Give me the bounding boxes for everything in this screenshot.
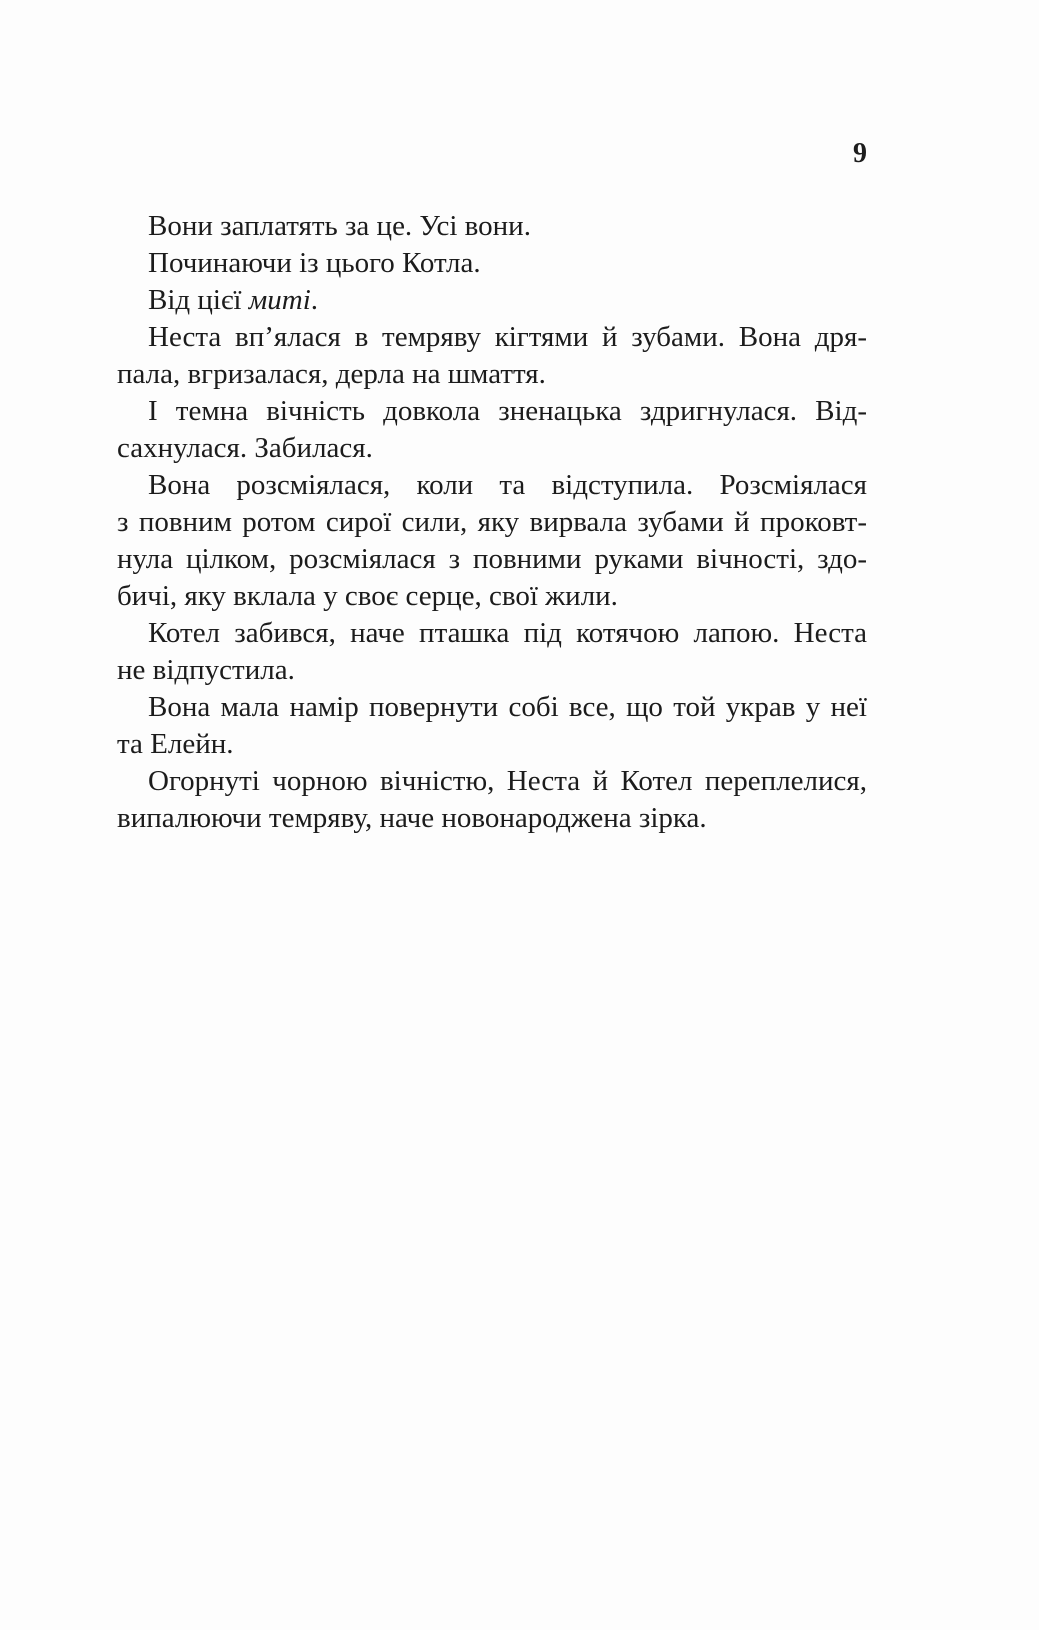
text-line bbox=[117, 504, 867, 541]
text-segment: Вона розсміялася, коли та відступила. Розсміялася bbox=[148, 469, 867, 501]
text-segment: нула цілком, розсміялася з повними руками вічності, здо- bbox=[117, 543, 867, 575]
italic-text: миті bbox=[248, 284, 311, 316]
text-segment: І темна вічність довкола зненацька здригнулася. Від- bbox=[148, 395, 867, 427]
paragraph bbox=[117, 393, 867, 467]
text-segment: пала, вгризалася, дерла на шмаття. bbox=[117, 358, 546, 390]
text-line bbox=[117, 245, 867, 282]
paragraph bbox=[117, 245, 867, 282]
text-segment: бичі, яку вклала у своє серце, свої жили. bbox=[117, 580, 618, 612]
text-line bbox=[117, 393, 867, 430]
text-line bbox=[117, 689, 867, 726]
paragraph bbox=[117, 689, 867, 763]
text-segment: Починаючи із цього Котла. bbox=[148, 247, 481, 279]
paragraph bbox=[117, 319, 867, 393]
text-segment: Котел забився, наче пташка під котячою лапою. Неста bbox=[148, 617, 867, 649]
text-line bbox=[117, 430, 867, 467]
text-segment: Неста вп’ялася в темряву кігтями й зубами. Вона дря- bbox=[148, 321, 867, 353]
text-segment: Вона мала намір повернути собі все, що той украв у неї bbox=[148, 691, 867, 723]
text-block bbox=[117, 208, 867, 837]
text-line bbox=[117, 282, 867, 319]
paragraph bbox=[117, 282, 867, 319]
text-segment: Огорнуті чорною вічністю, Неста й Котел переплелися, bbox=[148, 765, 867, 797]
text-segment: Вони заплатять за це. Усі вони. bbox=[148, 210, 531, 242]
text-line bbox=[117, 800, 867, 837]
paragraph bbox=[117, 208, 867, 245]
text-line bbox=[117, 208, 867, 245]
text-line bbox=[117, 319, 867, 356]
page-number: 9 bbox=[853, 138, 867, 169]
text-segment: . bbox=[310, 284, 319, 316]
text-line bbox=[117, 356, 867, 393]
text-segment: та Елейн. bbox=[117, 728, 234, 760]
text-segment: з повним ротом сирої сили, яку вирвала зубами й проковт- bbox=[117, 506, 867, 538]
text-segment: Від цієї bbox=[148, 284, 249, 316]
text-segment: випалюючи темряву, наче новонароджена зірка. bbox=[117, 802, 707, 834]
text-segment: сахнулася. Забилася. bbox=[117, 432, 373, 464]
text-line bbox=[117, 726, 867, 763]
paragraph bbox=[117, 763, 867, 837]
paragraph bbox=[117, 615, 867, 689]
text-line bbox=[117, 467, 867, 504]
text-segment: не відпустила. bbox=[117, 654, 295, 686]
text-line bbox=[117, 578, 867, 615]
text-line bbox=[117, 652, 867, 689]
text-line bbox=[117, 615, 867, 652]
text-line bbox=[117, 763, 867, 800]
paragraph bbox=[117, 467, 867, 615]
text-line bbox=[117, 541, 867, 578]
